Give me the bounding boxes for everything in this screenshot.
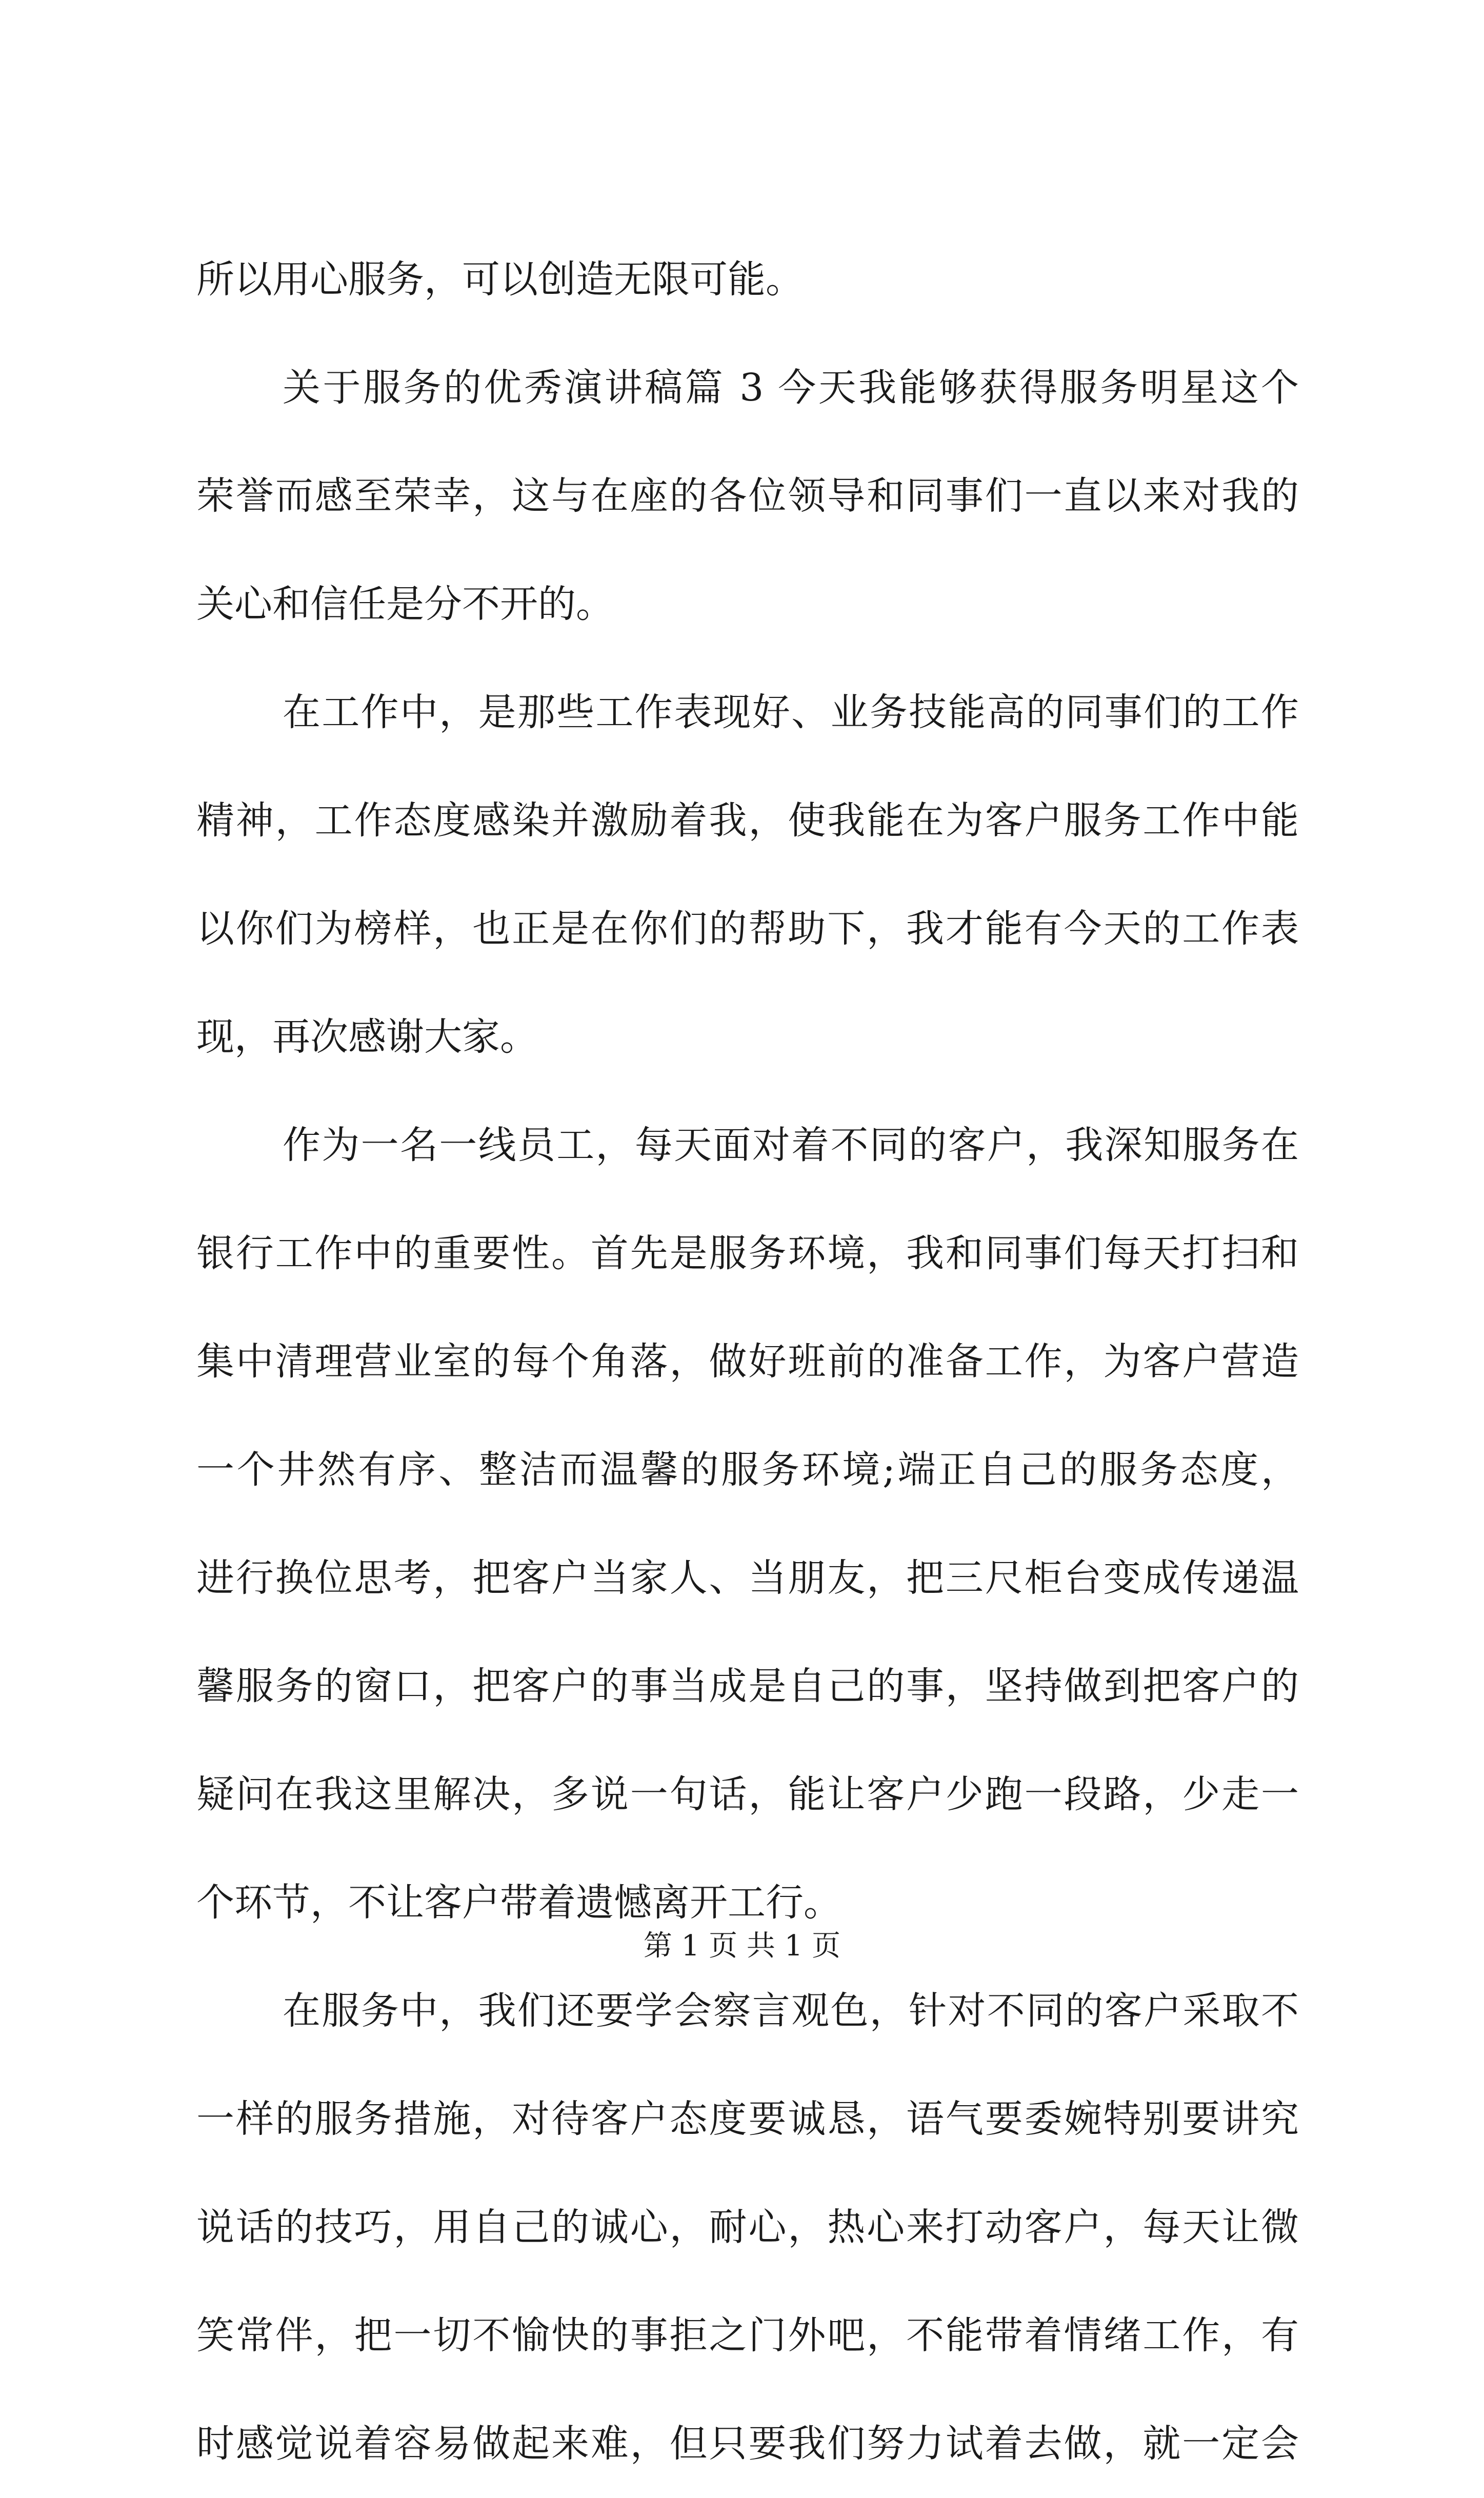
paragraph-first-line: 关于服务的优秀演讲稿篇 3 今天我能够获得服务明星这个 (283, 366, 1299, 410)
text-line: 疑问在我这里解决，多说一句话，能让客户少跑一段路，少走一 (196, 1772, 1299, 1816)
page-number-label: 第 1 页 共 1 页 (643, 1929, 841, 1963)
text-line: 集中清理营业室的每个角落，做好班前的准备工作，为客户营造 (196, 1340, 1299, 1384)
text-line: 笑常伴，把一切不愉快的事拒之门外吧，不能带着情绪工作，有 (196, 2313, 1299, 2357)
text-line: 个环节，不让客户带着遗憾离开工行。 (196, 1881, 841, 1925)
text-line: 一个井然有序、整洁而温馨的服务环境;端正自己的服务态度， (196, 1448, 1299, 1492)
text-line: 进行换位思考，把客户当家人、当朋友，把三尺柜台变成传递温 (196, 1556, 1299, 1600)
text-line: 荣誉而感至荣幸，这与在座的各位领导和同事们一直以来对我的 (196, 474, 1299, 518)
paragraph-first-line: 在工作中，是那些工作表现好、业务技能高的同事们的工作 (283, 690, 1299, 734)
page-footer (0, 1926, 1484, 1967)
text-line: 馨服务的窗口，把客户的事当成是自己的事，坚持做到把客户的 (196, 1664, 1299, 1708)
document-body (196, 226, 1299, 2498)
text-line: 一样的服务措施，对待客户态度要诚恳，语气要委婉特别要讲究 (196, 2097, 1299, 2141)
paragraph-first-line: 在服务中，我们还要学会察言观色，针对不同的客户采取不 (283, 1989, 1299, 2033)
text-line: 以你们为榜样，也正是在你们的帮助下，我才能有今天的工作表 (196, 907, 1299, 951)
text-line: 银行工作中的重要性。首先是服务环境，我和同事们每天打扫和 (196, 1231, 1299, 1275)
text-line: 关心和信任是分不开的。 (196, 582, 614, 626)
text-line: 精神，工作态度感染并激励着我，使我能在为客户服务工作中能 (196, 798, 1299, 843)
text-line: 现，再次感谢大家。 (196, 1015, 538, 1059)
paragraph-first-line: 作为一名一线员工，每天面对着不同的客户，我深知服务在 (283, 1123, 1299, 1167)
text-line: 时感觉说着容易做起来难，但只要我们努力试着去做，就一定会 (196, 2422, 1299, 2466)
text-line: 说话的技巧，用自己的诚心，耐心，热心来打动客户，每天让微 (196, 2205, 1299, 2249)
text-line: 所以用心服务，可以创造无限可能。 (196, 257, 804, 302)
